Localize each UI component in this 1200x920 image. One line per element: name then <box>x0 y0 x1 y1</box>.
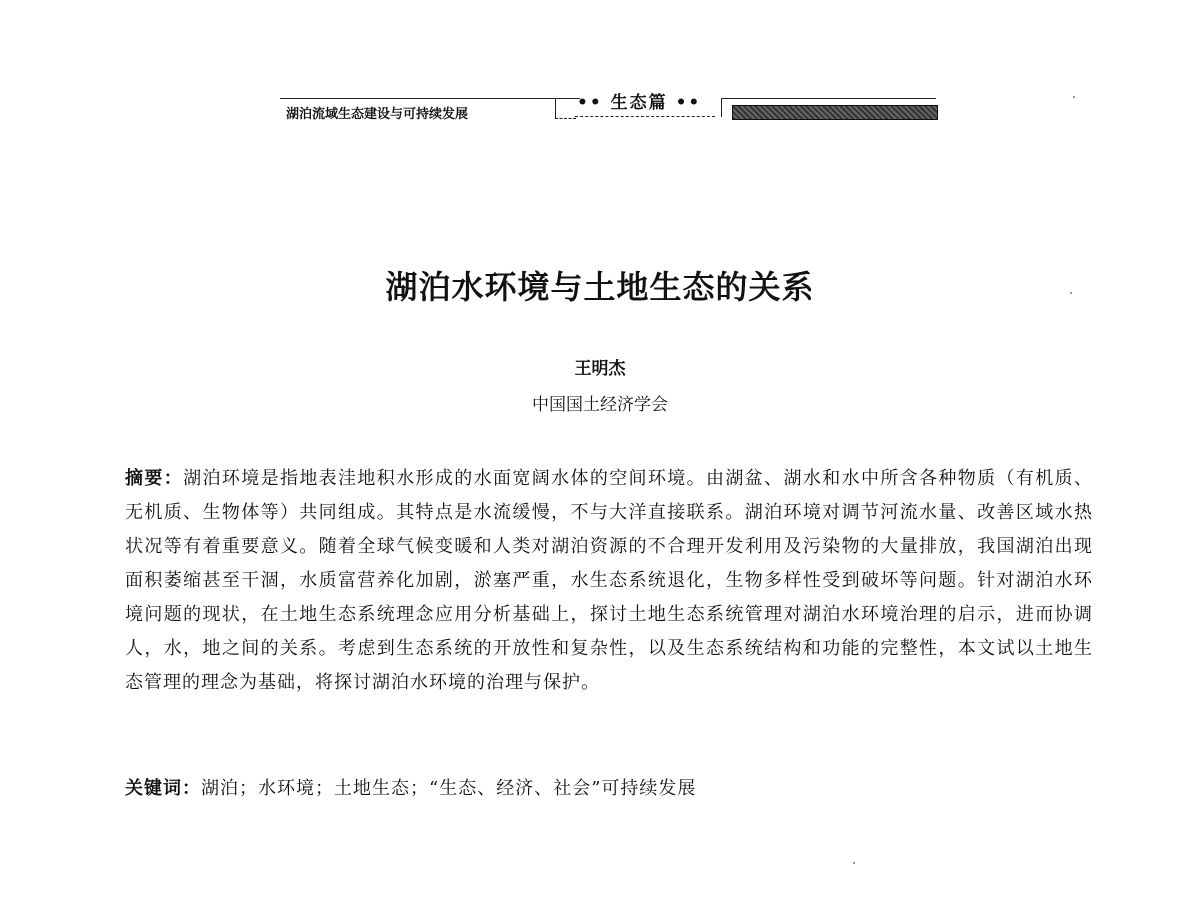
header-frame-left <box>555 98 576 119</box>
scan-speck <box>1070 292 1072 294</box>
journal-section-title: 湖泊流域生态建设与可持续发展 <box>286 107 469 122</box>
scan-speck <box>853 862 855 864</box>
header-dashed-rule <box>575 116 715 117</box>
header-frame-right <box>715 98 722 117</box>
keywords <box>125 772 1093 806</box>
keywords-label: 关键词： <box>125 778 201 799</box>
article-author: 王明杰 <box>574 359 626 379</box>
abstract <box>125 462 1093 700</box>
article-affiliation: 中国国土经济学会 <box>532 395 668 415</box>
abstract-label: 摘要： <box>125 468 184 489</box>
header-rule-right <box>721 98 936 99</box>
header-rule-left <box>280 98 580 99</box>
article-title: 湖泊水环境与土地生态的关系 <box>385 268 815 306</box>
scan-speck <box>1073 96 1075 98</box>
section-label: •• 生态篇 •• <box>577 93 702 113</box>
running-header <box>280 88 940 128</box>
keywords-text: 湖泊；水环境；土地生态；“生态、经济、社会”可持续发展 <box>201 778 697 799</box>
header-decorative-bar <box>732 105 938 120</box>
abstract-text: 湖泊环境是指地表洼地积水形成的水面宽阔水体的空间环境。由湖盆、湖水和水中所含各种物质（有机质、无机质、生物体等）共同组成。其特点是水流缓慢，不与大洋直接联系。湖泊环境对调节河流水量、改善区域水热状况等有着重要意义。随着全球气候变暖和人类对湖泊资源的不合理开发利用及污染物的大量排放，我国湖泊出现面积萎缩甚至干涸，水质富营养化加剧，淤塞严重，水生态系统退化，生物多样性受到破坏等问题。针对湖泊水环境问题的现状，在土地生态系统理念应用分析基础上，探讨土地生态系统管理对湖泊水环境治理的启示，进而协调人，水，地之间的关系。考虑到生态系统的开放性和复杂性，以及生态系统结构和功能的完整性，本文试以土地生态管理的理念为基础，将探讨湖泊水环境的治理与保护。 <box>125 468 1094 693</box>
